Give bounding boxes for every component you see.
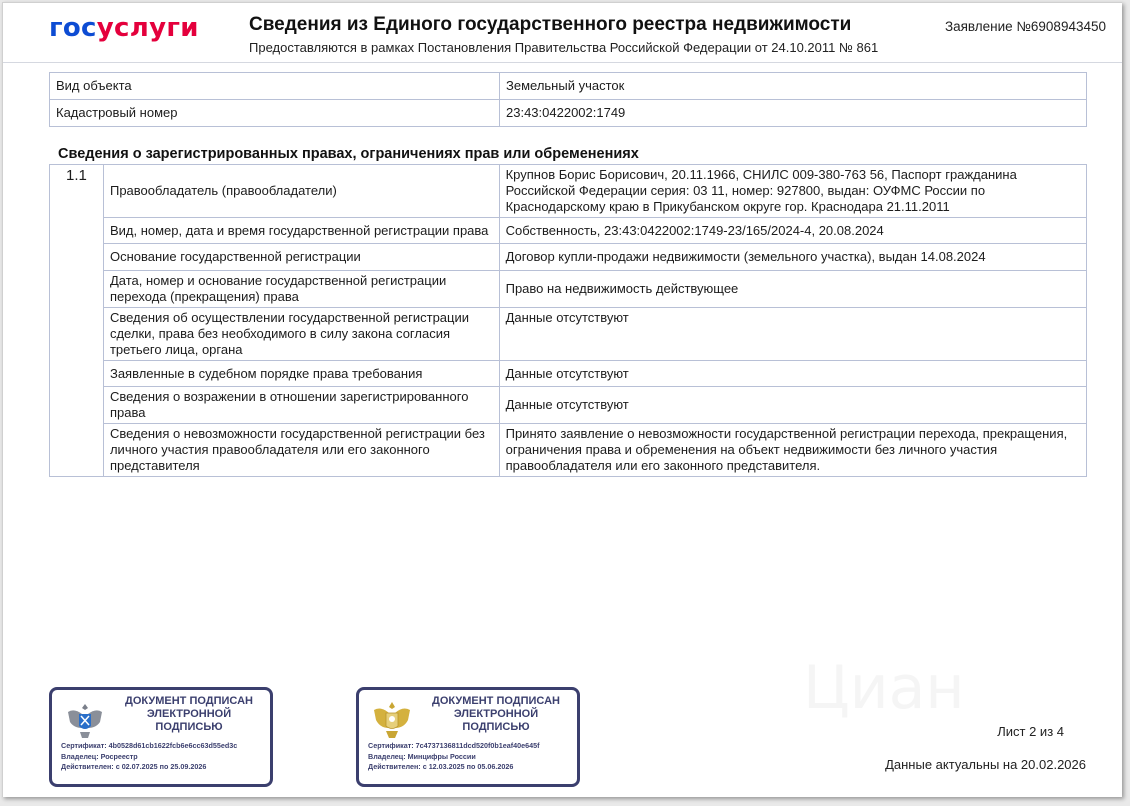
certificate-validity: Действителен: с 02.07.2025 по 25.09.2026 xyxy=(61,762,207,771)
stamp-title xyxy=(106,695,272,734)
certificate-validity: Действителен: с 12.03.2025 по 05.06.2026 xyxy=(368,762,514,771)
application-number: Заявление №6908943450 xyxy=(944,19,1106,34)
certificate-number: Сертификат: 7c4737136811dcd520f0b1eaf40e645f xyxy=(368,741,540,750)
table-row xyxy=(50,271,1087,308)
gosuslugi-logo xyxy=(49,13,199,43)
row-label: Заявленные в судебном порядке права требования xyxy=(103,361,499,387)
row-label: Основание государственной регистрации xyxy=(103,244,499,271)
row-label: Сведения о возражении в отношении зарегистрированного права xyxy=(103,387,499,424)
row-label: Дата, номер и основание государственной регистрации перехода (прекращения) права xyxy=(103,271,499,308)
document-header xyxy=(3,3,1122,63)
row-label: Сведения о невозможности государственной регистрации без личного участия правообладателя или его законного представителя xyxy=(103,424,499,477)
row-label: Правообладатель (правообладатели) xyxy=(103,165,499,218)
table-row xyxy=(50,308,1087,361)
data-actual-date: Данные актуальны на 20.02.2026 xyxy=(885,757,1086,772)
russia-coat-of-arms-icon xyxy=(371,698,413,742)
row-value: Крупнов Борис Борисович, 20.11.1966, СНИЛС 009-380-763 56, Паспорт гражданина Российской Федерации серия: 03 11, номер: 927800, выдан: ОУФМС России по Краснодарскому краю в Прикубанском округе гор. Краснодара 21.11.2011 xyxy=(499,165,1086,218)
row-value: Договор купли-продажи недвижимости (земельного участка), выдан 14.08.2024 xyxy=(499,244,1086,271)
sheet-number: Лист 2 из 4 xyxy=(997,724,1064,739)
certificate-owner: Владелец: Минцифры России xyxy=(368,751,476,761)
logo-part-gos: гос xyxy=(49,13,97,43)
stamp-title-line: ЭЛЕКТРОННОЙ xyxy=(146,708,232,720)
row-value: Данные отсутствуют xyxy=(499,387,1086,424)
table-row xyxy=(50,165,1087,218)
row-value: Принято заявление о невозможности государственной регистрации перехода, прекращения, ограничения права и обременения на объект недвижимости без личного участия правообладателя или его законного представителя. xyxy=(499,424,1086,477)
rights-table xyxy=(49,164,1087,477)
cian-watermark: Циан xyxy=(803,653,965,723)
object-info-table xyxy=(49,72,1087,127)
cadastral-number-value: 23:43:0422002:1749 xyxy=(500,100,1087,127)
table-row xyxy=(50,73,1087,100)
table-row xyxy=(50,218,1087,244)
object-type-label: Вид объекта xyxy=(50,73,500,100)
row-label: Сведения об осуществлении государственной регистрации сделки, права без необходимого в силу закона согласия третьего лица, органа xyxy=(103,308,499,361)
stamp-title-line: ДОКУМЕНТ ПОДПИСАН xyxy=(432,695,560,707)
row-value: Данные отсутствуют xyxy=(499,361,1086,387)
stamp-certificate-info xyxy=(61,741,237,773)
e-signature-stamp-mintsifry xyxy=(356,687,580,787)
stamp-title-line: ДОКУМЕНТ ПОДПИСАН xyxy=(125,695,253,707)
stamp-certificate-info xyxy=(368,741,540,773)
rosreestr-emblem-icon xyxy=(64,698,106,742)
document-subtitle: Предоставляются в рамках Постановления Правительства Российской Федерации от 24.10.2011 № 861 xyxy=(249,40,879,55)
table-row xyxy=(50,361,1087,387)
table-row xyxy=(50,100,1087,127)
row-label: Вид, номер, дата и время государственной регистрации права xyxy=(103,218,499,244)
cadastral-number-label: Кадастровый номер xyxy=(50,100,500,127)
entry-number: 1.1 xyxy=(50,165,104,477)
row-value: Собственность, 23:43:0422002:1749-23/165/2024-4, 20.08.2024 xyxy=(499,218,1086,244)
row-value: Данные отсутствуют xyxy=(499,308,1086,361)
table-row xyxy=(50,244,1087,271)
document-page xyxy=(2,2,1122,797)
logo-part-uslugi: услуги xyxy=(96,13,199,43)
row-value: Право на недвижимость действующее xyxy=(499,271,1086,308)
stamp-title-line: ПОДПИСЬЮ xyxy=(155,721,223,733)
document-title: Сведения из Единого государственного реестра недвижимости xyxy=(249,14,852,35)
rights-section-title: Сведения о зарегистрированных правах, ограничениях прав или обременениях xyxy=(58,146,639,162)
stamp-title xyxy=(413,695,579,734)
table-row xyxy=(50,387,1087,424)
object-type-value: Земельный участок xyxy=(500,73,1087,100)
stamp-title-line: ЭЛЕКТРОННОЙ xyxy=(453,708,539,720)
stamp-title-line: ПОДПИСЬЮ xyxy=(462,721,530,733)
table-row xyxy=(50,424,1087,477)
certificate-owner: Владелец: Росреестр xyxy=(61,751,138,761)
certificate-number: Сертификат: 4b0528d61cb1622fcb6e6cc63d55ed3c xyxy=(61,741,238,750)
e-signature-stamp-rosreestr xyxy=(49,687,273,787)
